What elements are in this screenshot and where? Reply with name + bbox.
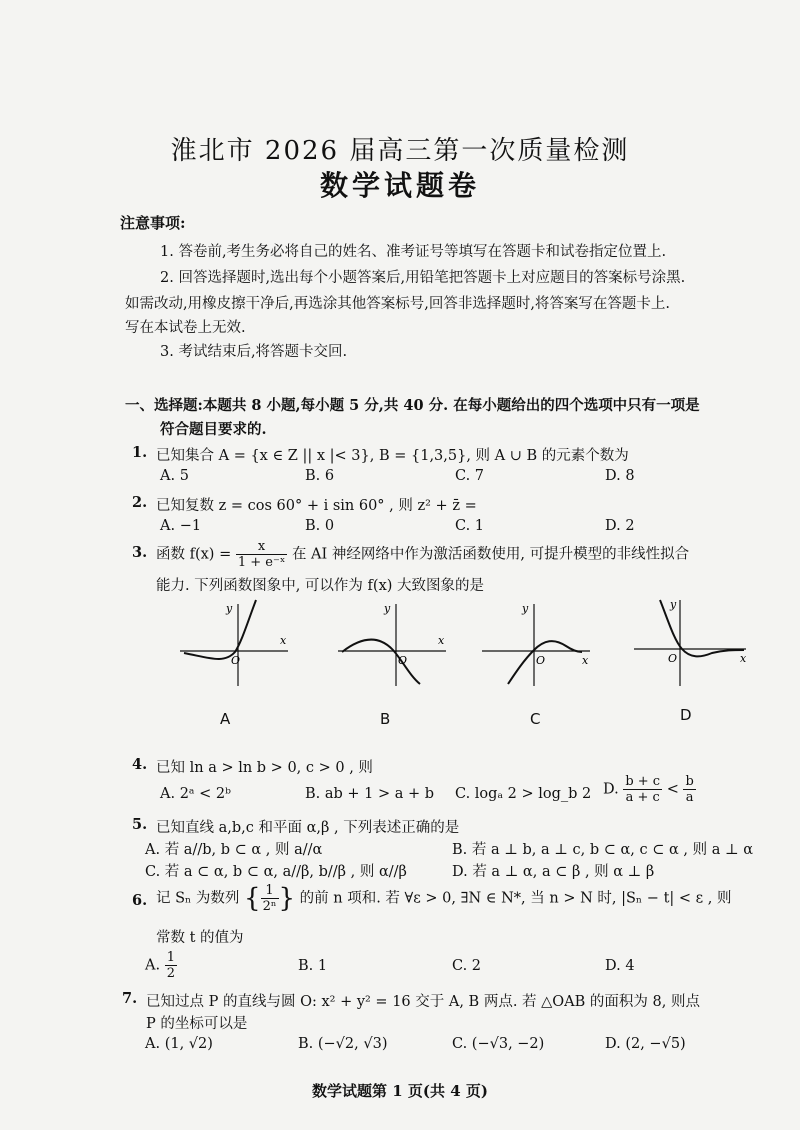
q3-stem: [156, 539, 689, 570]
q6-option-a-frac: [165, 950, 177, 981]
q3-graph-b-label: B: [380, 710, 391, 728]
frac-num: b: [685, 774, 694, 789]
q3-fraction: [236, 539, 288, 570]
q6-option-b: B. 1: [298, 958, 328, 974]
notice-item-3: 3. 考试结束后,将答题卡交回.: [160, 344, 348, 360]
y-axis-label: y: [384, 602, 391, 615]
q4-option-d-frac1: [623, 774, 662, 805]
curve: [184, 600, 256, 659]
q7-option-c: C. (−√3, −2): [452, 1036, 545, 1052]
q4-option-d-lt: <: [666, 781, 679, 798]
origin-label: O: [231, 654, 241, 667]
q3-stem-pre: 函数 f(x) =: [156, 546, 232, 563]
q3-number: 3.: [132, 544, 148, 561]
x-axis-label: x: [280, 634, 287, 647]
origin-label: O: [536, 654, 546, 667]
q6-fraction: [261, 883, 279, 914]
origin-label: O: [398, 654, 408, 667]
q2-option-b: B. 0: [305, 518, 335, 534]
q6-number: 6.: [132, 892, 148, 909]
q6-fraction-num: 1: [261, 883, 279, 899]
q6-stem-pre: 记 Sₙ 为数列: [156, 890, 240, 907]
q7-stem-line2: P 的坐标可以是: [146, 1016, 248, 1032]
q4-option-d-prefix: D.: [603, 781, 619, 798]
q6-option-a-prefix: A.: [145, 957, 161, 974]
q3-graph-d: [634, 596, 754, 686]
q4-option-b: B. ab + 1 > a + b: [305, 786, 435, 802]
q6-stem-post: 的前 n 项和. 若 ∀ε > 0, ∃N ∈ N*, 当 n > N 时, |Sₙ − t| < ε , 则: [299, 890, 732, 907]
q4-option-d: [603, 774, 696, 805]
q7-option-d: D. (2, −√5): [605, 1036, 686, 1052]
q7-number: 7.: [122, 990, 138, 1007]
q6-option-c: C. 2: [452, 958, 482, 974]
section-heading: 一、选择题:本题共 8 小题,每小题 5 分,共 40 分. 在每小题给出的四个选项中只有一项是: [125, 397, 700, 414]
q1-option-c: C. 7: [455, 468, 485, 484]
q2-stem: 已知复数 z = cos 60° + i sin 60° , 则 z² + z̄ =: [156, 498, 477, 514]
q1-number: 1.: [132, 444, 148, 461]
q3-graph-c-label: C: [530, 710, 541, 728]
left-brace-icon: {: [244, 883, 261, 914]
q4-option-c: C. logₐ 2 > log_b 2: [455, 786, 592, 802]
q4-number: 4.: [132, 756, 148, 773]
y-axis-label: y: [522, 602, 529, 615]
q1-option-d: D. 8: [605, 468, 635, 484]
q3-graph-d-label: D: [680, 706, 692, 724]
q5-option-a: A. 若 a//b, b ⊂ α , 则 a//α: [145, 842, 323, 858]
origin-label: O: [668, 652, 678, 665]
q4-option-d-frac2: [683, 774, 695, 805]
q3-graph-a: [180, 596, 300, 686]
q2-number: 2.: [132, 494, 148, 511]
notice-item-1: 1. 答卷前,考生务必将自己的姓名、准考证号等填写在答题卡和试卷指定位置上.: [160, 244, 667, 260]
q6-stem-line2: 常数 t 的值为: [156, 930, 244, 946]
q3-graph-a-label: A: [220, 710, 231, 728]
x-axis-label: x: [582, 654, 589, 667]
q6-stem: [156, 883, 731, 914]
exam-title: 淮北市 2026 届高三第一次质量检测: [170, 136, 630, 166]
q7-option-b: B. (−√2, √3): [298, 1036, 388, 1052]
curve: [342, 640, 420, 684]
q3-stem-post: 在 AI 神经网络中作为激活函数使用, 可提升模型的非线性拟合: [291, 546, 690, 563]
q2-option-d: D. 2: [605, 518, 635, 534]
q6-option-a: [145, 950, 177, 981]
exam-subtitle: 数学试题卷: [319, 169, 480, 202]
q4-stem: 已知 ln a > ln b > 0, c > 0 , 则: [156, 760, 373, 776]
notice-heading: 注意事项:: [120, 214, 186, 232]
q1-option-a: A. 5: [160, 468, 189, 484]
q6-option-d: D. 4: [605, 958, 635, 974]
q3-stem-line2: 能力. 下列函数图象中, 可以作为 f(x) 大致图象的是: [156, 578, 485, 594]
q5-number: 5.: [132, 816, 148, 833]
y-axis-label: y: [226, 602, 233, 615]
q5-option-d: D. 若 a ⊥ α, a ⊂ β , 则 α ⊥ β: [452, 864, 655, 880]
q7-stem: 已知过点 P 的直线与圆 O: x² + y² = 16 交于 A, B 两点. 若 △OAB 的面积为 8, 则点: [146, 994, 700, 1010]
q4-option-a: A. 2ᵃ < 2ᵇ: [160, 786, 231, 802]
q6-fraction-den: 2ⁿ: [262, 899, 277, 914]
q5-option-b: B. 若 a ⊥ b, a ⊥ c, b ⊂ α, c ⊂ α , 则 a ⊥ α: [452, 842, 753, 858]
frac-num: 1: [166, 950, 175, 965]
x-axis-label: x: [438, 634, 445, 647]
frac-den: 2: [166, 966, 175, 981]
q5-option-c: C. 若 a ⊂ α, b ⊂ α, a//β, b//β , 则 α//β: [145, 864, 407, 880]
q3-graph-c: [482, 596, 602, 686]
page-footer: 数学试题第 1 页(共 4 页): [312, 1082, 488, 1100]
q1-stem: 已知集合 A = {x ∈ Z || x |< 3}, B = {1,3,5}, 则 A ∪ B 的元素个数为: [156, 448, 629, 464]
q7-option-a: A. (1, √2): [145, 1036, 213, 1052]
notice-item-2: 2. 回答选择题时,选出每个小题答案后,用铅笔把答题卡上对应题目的答案标号涂黑.: [160, 270, 686, 286]
section-heading-cont: 符合题目要求的.: [160, 421, 267, 438]
q3-fraction-num: x: [236, 539, 288, 555]
notice-item-2-end: 写在本试卷上无效.: [125, 320, 246, 336]
x-axis-label: x: [740, 652, 747, 665]
q1-option-b: B. 6: [305, 468, 335, 484]
frac-num: b + c: [625, 774, 661, 789]
right-brace-icon: }: [278, 883, 296, 914]
frac-den: a + c: [625, 790, 660, 805]
q2-option-a: A. −1: [160, 518, 202, 534]
q2-option-c: C. 1: [455, 518, 485, 534]
q3-graph-b: [338, 596, 458, 686]
q3-fraction-den: 1 + e⁻ˣ: [237, 555, 286, 570]
y-axis-label: y: [670, 598, 677, 611]
frac-den: a: [685, 790, 694, 805]
q5-stem: 已知直线 a,b,c 和平面 α,β , 下列表述正确的是: [156, 820, 460, 836]
notice-item-2-cont: 如需改动,用橡皮擦干净后,再选涂其他答案标号,回答非选择题时,将答案写在答题卡上.: [125, 296, 671, 312]
